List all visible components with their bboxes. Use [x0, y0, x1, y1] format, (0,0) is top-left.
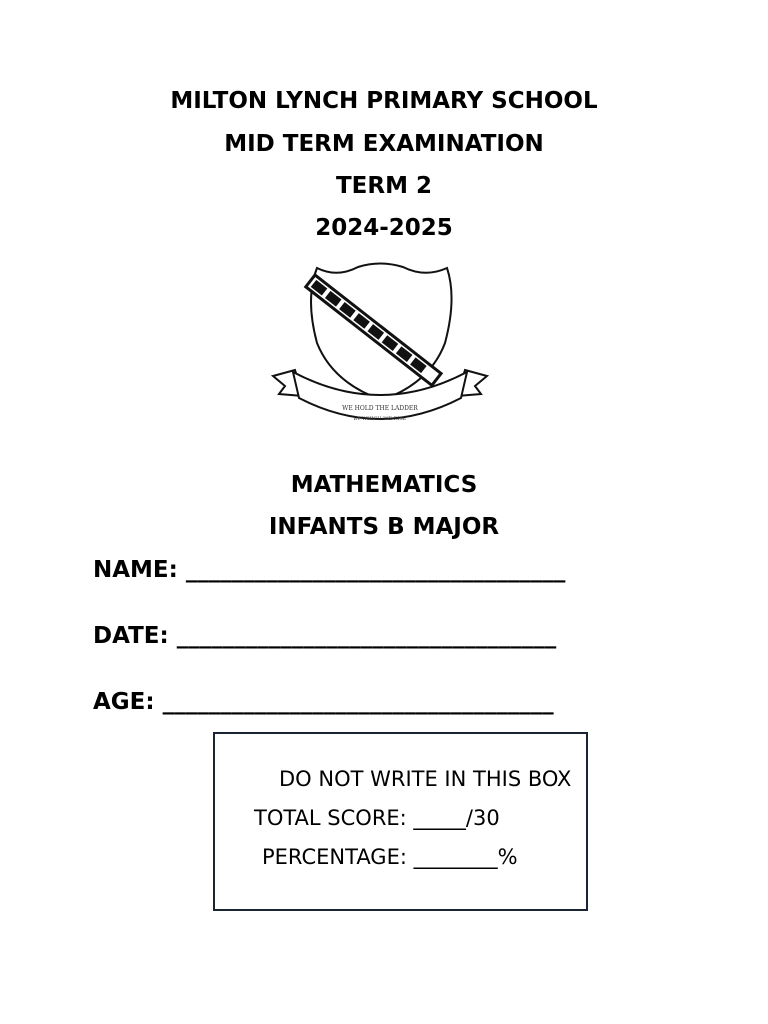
crest-motto-line2: BY WHICH WE RISE [353, 416, 407, 422]
total-score-field[interactable]: TOTAL SCORE: _____/30 [254, 806, 500, 830]
class-title: INFANTS B MAJOR [268, 514, 500, 540]
subject-title: MATHEMATICS [290, 472, 478, 498]
score-box [213, 732, 588, 911]
school-crest-logo [265, 258, 495, 438]
date-field[interactable]: DATE: _________________________________ [93, 623, 557, 649]
age-field[interactable]: AGE: __________________________________ [93, 689, 554, 715]
percentage-field[interactable]: PERCENTAGE: ________% [262, 845, 518, 869]
term-label: TERM 2 [335, 173, 432, 199]
name-field[interactable]: NAME: _________________________________ [93, 557, 566, 583]
school-year: 2024-2025 [315, 215, 453, 241]
school-name: MILTON LYNCH PRIMARY SCHOOL [170, 88, 598, 114]
crest-motto-line1: WE HOLD THE LADDER [342, 405, 418, 412]
exam-title: MID TERM EXAMINATION [224, 131, 544, 157]
score-box-title: DO NOT WRITE IN THIS BOX [279, 767, 572, 791]
